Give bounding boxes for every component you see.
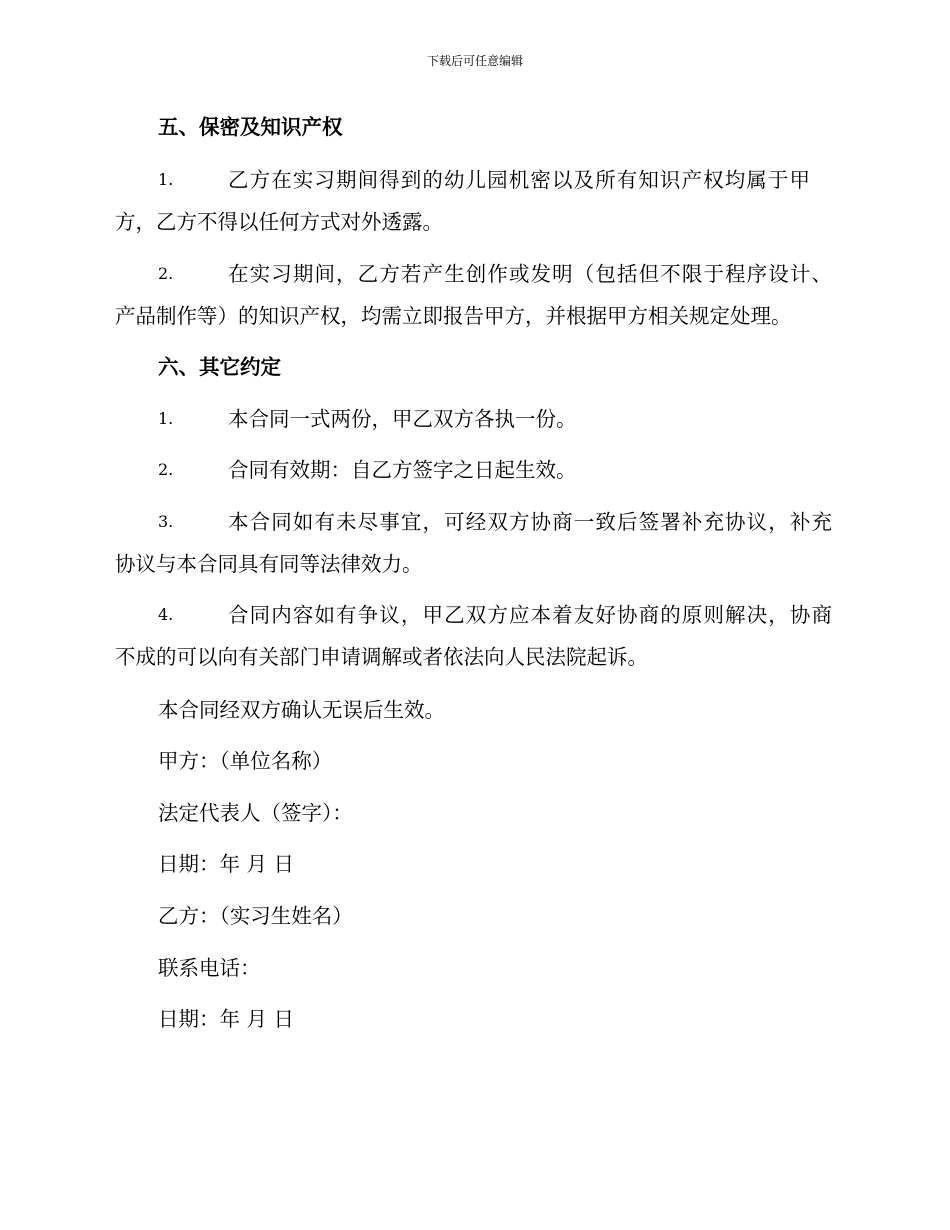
party-a-date: 日期：年 月 日 xyxy=(158,852,295,876)
item-number: 2. xyxy=(158,264,174,283)
clause-line: 合同内容如有争议，甲乙双方应本着友好协商的原则解决，协商 xyxy=(228,603,832,627)
section-heading-other: 六、其它约定 xyxy=(158,355,281,379)
clause-line: 产品制作等）的知识产权，均需立即报告甲方，并根据甲方相关规定处理。 xyxy=(115,304,792,328)
item-number: 4. xyxy=(158,605,174,624)
item-number: 2. xyxy=(158,460,174,479)
clause-line: 本合同一式两份，甲乙双方各执一份。 xyxy=(228,407,577,431)
party-b-label: 乙方：（实习生姓名） xyxy=(158,904,353,928)
phone-label: 联系电话： xyxy=(158,956,261,980)
legal-representative-label: 法定代表人（签字）： xyxy=(158,801,353,825)
party-a-label: 甲方：（单位名称） xyxy=(158,749,333,773)
clause-line: 不成的可以向有关部门申请调解或者依法向人民法院起诉。 xyxy=(115,645,648,669)
section-heading-confidentiality: 五、保密及知识产权 xyxy=(158,115,343,139)
party-b-date: 日期：年 月 日 xyxy=(158,1007,295,1031)
clause-line: 在实习期间，乙方若产生创作或发明（包括但不限于程序设计、 xyxy=(228,262,832,286)
closing-statement: 本合同经双方确认无误后生效。 xyxy=(158,698,445,722)
clause-line: 方，乙方不得以任何方式对外透露。 xyxy=(115,210,443,234)
clause-line: 合同有效期：自乙方签字之日起生效。 xyxy=(228,458,577,482)
clause-line: 本合同如有未尽事宜，可经双方协商一致后签署补充协议，补充 xyxy=(228,510,832,534)
item-number: 3. xyxy=(158,512,174,531)
item-number: 1. xyxy=(158,409,174,428)
item-number: 1. xyxy=(158,170,174,189)
page-header: 下载后可任意编辑 xyxy=(426,54,523,68)
clause-line: 协议与本合同具有同等法律效力。 xyxy=(115,552,423,576)
clause-line: 乙方在实习期间得到的幼儿园机密以及所有知识产权均属于甲 xyxy=(228,168,810,192)
